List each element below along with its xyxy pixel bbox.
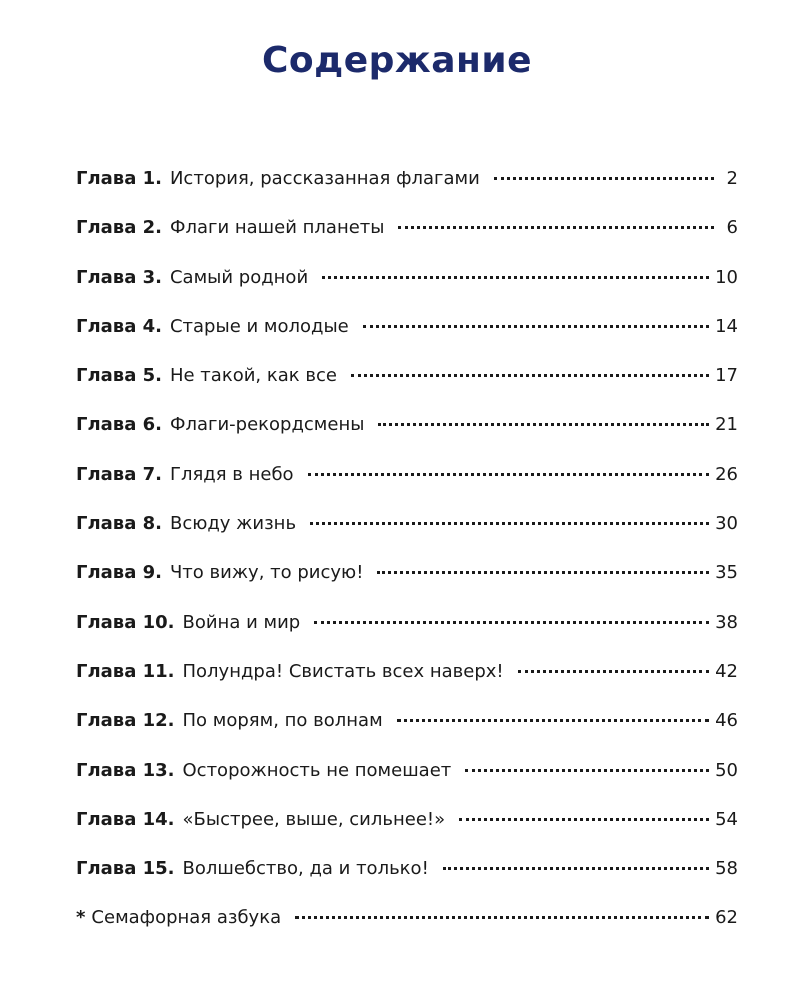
chapter-title: Всюду жизнь <box>169 513 297 535</box>
dot-leader <box>363 325 709 328</box>
dot-leader <box>459 818 709 821</box>
dot-leader <box>322 276 709 279</box>
toc-entry-6[interactable] <box>76 414 738 463</box>
dot-leader <box>398 226 714 229</box>
dot-leader <box>351 374 709 377</box>
asterisk-marker: * <box>76 907 86 929</box>
toc-entry-10[interactable] <box>76 612 738 661</box>
chapter-label: Глава 15. <box>76 858 175 880</box>
toc-entry-15[interactable] <box>76 858 738 907</box>
chapter-label: Глава 14. <box>76 808 175 830</box>
page-number: 2 <box>726 168 738 189</box>
chapter-title: По морям, по волнам <box>182 710 383 732</box>
chapter-title: Флаги-рекордсмены <box>169 414 365 436</box>
chapter-label: Глава 3. <box>76 266 162 288</box>
chapter-label: Глава 4. <box>76 315 162 337</box>
dot-leader <box>314 621 709 624</box>
chapter-title: Глядя в небо <box>169 463 294 485</box>
page-number: 62 <box>715 907 738 929</box>
toc-entry-2[interactable] <box>76 217 738 266</box>
page-number: 35 <box>715 562 738 584</box>
toc-entry-13[interactable] <box>76 760 738 809</box>
chapter-title: Не такой, как все <box>169 365 337 387</box>
dot-leader <box>397 719 709 722</box>
page-number: 26 <box>715 463 738 485</box>
toc-entry-1[interactable] <box>76 168 738 217</box>
dot-leader <box>308 473 710 476</box>
chapter-title: Самый родной <box>169 266 309 288</box>
toc-entry-7[interactable] <box>76 464 738 513</box>
dot-leader <box>377 571 709 574</box>
chapter-label: Глава 12. <box>76 710 175 732</box>
chapter-label: Глава 8. <box>76 513 162 535</box>
toc-entry-14[interactable] <box>76 809 738 858</box>
page-number: 38 <box>715 611 738 633</box>
toc-entry-11[interactable] <box>76 661 738 710</box>
page-number: 58 <box>715 858 738 880</box>
toc-entry-4[interactable] <box>76 316 738 365</box>
chapter-label: Глава 1. <box>76 168 162 189</box>
page-number: 54 <box>715 808 738 830</box>
dot-leader <box>295 916 709 919</box>
chapter-title: «Быстрее, выше, сильнее!» <box>182 808 446 830</box>
chapter-title: Флаги нашей планеты <box>169 217 385 239</box>
chapter-title: Что вижу, то рисую! <box>169 562 364 584</box>
chapter-title: Осторожность не помешает <box>182 759 452 781</box>
page-number: 14 <box>715 315 738 337</box>
dot-leader <box>518 670 709 673</box>
appendix-title: Семафорная азбука <box>91 907 282 929</box>
page-number: 6 <box>726 217 738 239</box>
chapter-title: Старые и молодые <box>169 315 349 337</box>
page-number: 30 <box>715 513 738 535</box>
dot-leader <box>494 177 714 180</box>
chapter-title: Война и мир <box>182 611 301 633</box>
toc-entry-9[interactable] <box>76 562 738 611</box>
chapter-label: Глава 10. <box>76 611 175 633</box>
chapter-label: Глава 2. <box>76 217 162 239</box>
dot-leader <box>465 769 709 772</box>
page-number: 42 <box>715 660 738 682</box>
chapter-title: Полундра! Свистать всех наверх! <box>182 660 504 682</box>
toc-entry-12[interactable] <box>76 710 738 759</box>
toc-entry-5[interactable] <box>76 365 738 414</box>
page-title: Содержание <box>261 40 533 81</box>
chapter-label: Глава 11. <box>76 660 175 682</box>
toc-entry-appendix[interactable] <box>76 907 738 956</box>
chapter-label: Глава 9. <box>76 562 162 584</box>
page-number: 21 <box>715 414 738 436</box>
page-number: 46 <box>715 710 738 732</box>
chapter-label: Глава 6. <box>76 414 162 436</box>
page-number: 17 <box>715 365 738 387</box>
chapter-label: Глава 7. <box>76 463 162 485</box>
table-of-contents <box>76 168 738 957</box>
toc-entry-8[interactable] <box>76 513 738 562</box>
dot-leader <box>378 423 709 426</box>
chapter-label: Глава 5. <box>76 365 162 387</box>
dot-leader <box>310 522 709 525</box>
page-number: 50 <box>715 759 738 781</box>
chapter-label: Глава 13. <box>76 759 175 781</box>
page-number: 10 <box>715 266 738 288</box>
dot-leader <box>443 867 709 870</box>
chapter-title: Волшебство, да и только! <box>182 858 429 880</box>
toc-entry-3[interactable] <box>76 267 738 316</box>
chapter-title: История, рассказанная флагами <box>169 168 480 189</box>
